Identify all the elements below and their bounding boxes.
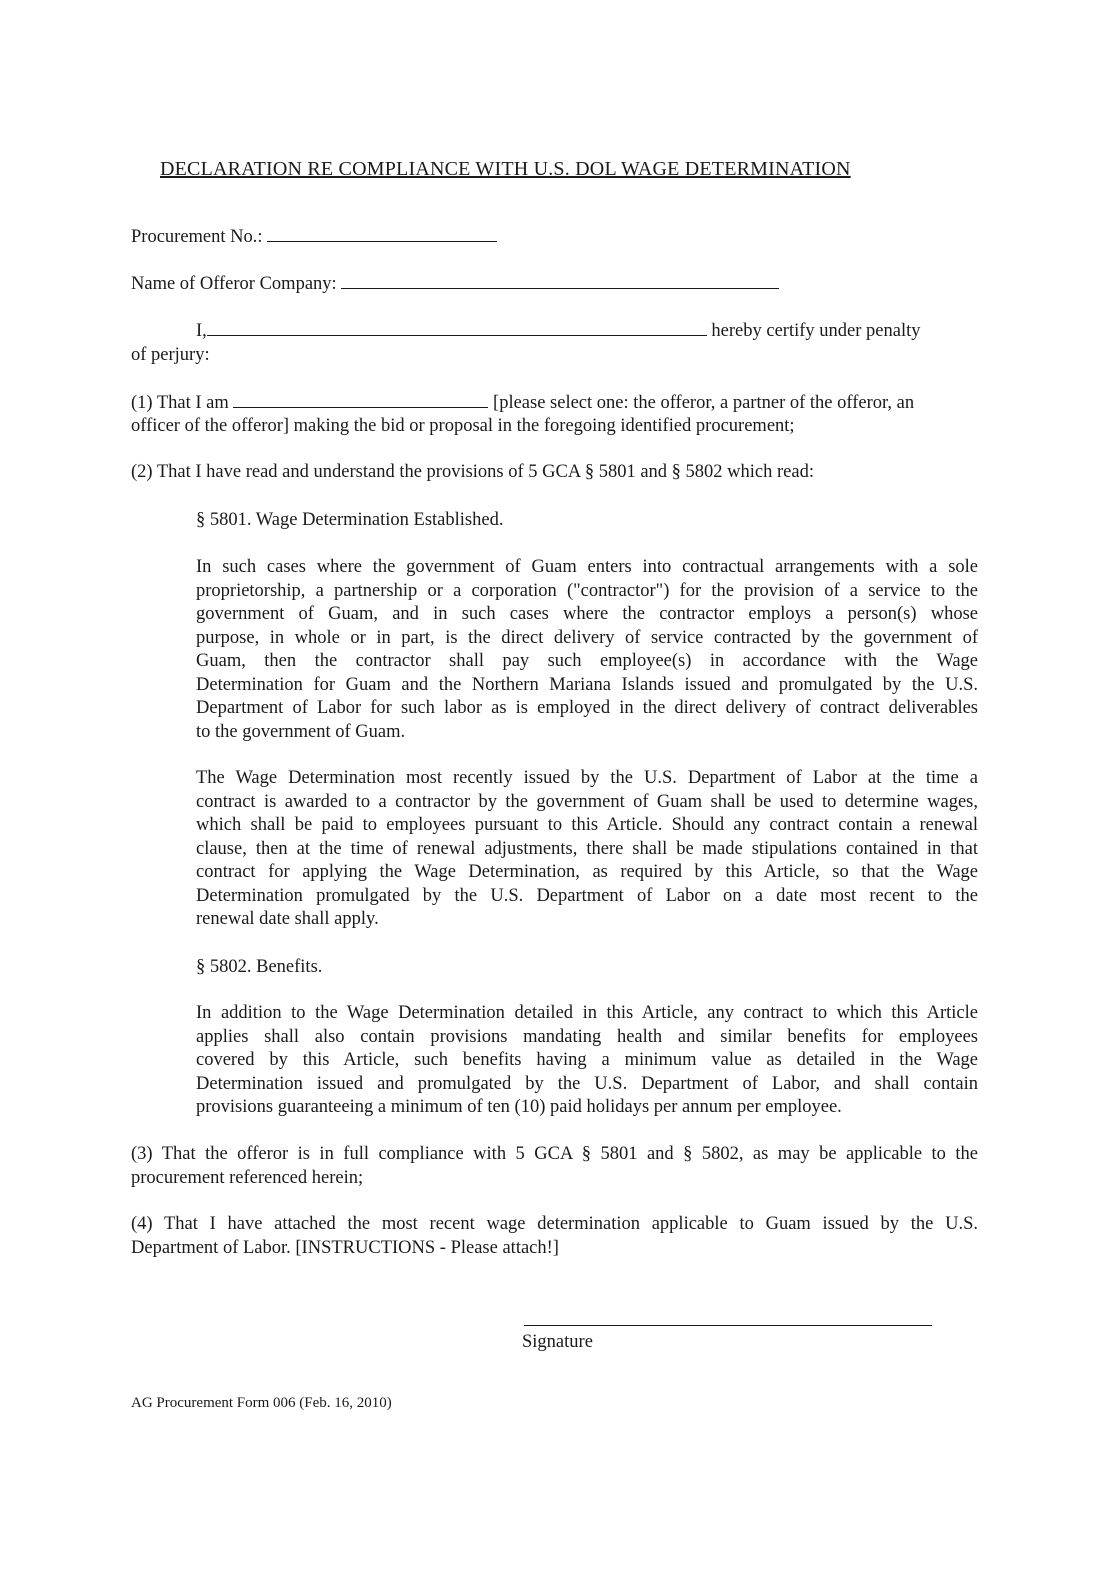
- declarant-name-field[interactable]: [207, 321, 707, 336]
- item-4: [131, 1213, 978, 1260]
- section-5801-paragraph-1: [196, 556, 978, 744]
- text-line: Guam, then the contractor shall pay such employee(s) in accordance with the Wage: [196, 651, 978, 671]
- section-5802-heading: § 5802. Benefits.: [196, 957, 323, 977]
- declarant-label: I,: [196, 321, 207, 341]
- item-2: (2) That I have read and understand the provisions of 5 GCA § 5801 and § 5802 which read:: [131, 462, 814, 482]
- text-line: procurement referenced herein;: [131, 1167, 364, 1188]
- text-line: (4) That I have attached the most recent wage determination applicable to Guam issued by the U.S.: [131, 1214, 978, 1234]
- text-line: which shall be paid to employees pursuant to this Article. Should any contract contain a renewal: [196, 815, 978, 835]
- text-line: provisions guaranteeing a minimum of ten (10) paid holidays per annum per employee.: [196, 1097, 842, 1117]
- text-line: Determination promulgated by the U.S. Department of Labor on a date most recent to the: [196, 885, 978, 906]
- text-line: proprietorship, a partnership or a corporation ("contractor") for the provision of a service to the: [196, 580, 978, 601]
- text-line: Determination for Guam and the Northern Mariana Islands issued and promulgated by the U.S.: [196, 674, 978, 695]
- section-5801-paragraph-2: [196, 767, 978, 932]
- text-line: contract for applying the Wage Determination, as required by this Article, so that the Wage: [196, 862, 978, 882]
- signature-label: Signature: [522, 1332, 593, 1352]
- company-name-label: Name of Offeror Company:: [131, 274, 337, 294]
- text-line: Department of Labor. [INSTRUCTIONS - Please attach!]: [131, 1237, 559, 1258]
- text-line: (3) That the offeror is in full compliance with 5 GCA § 5801 and § 5802, as may be applicable to the: [131, 1144, 978, 1164]
- text-line: Determination issued and promulgated by the U.S. Department of Labor, and shall contain: [196, 1073, 978, 1094]
- text-line: applies shall also contain provisions mandating health and similar benefits for employees: [196, 1026, 978, 1047]
- text-line: In addition to the Wage Determination detailed in this Article, any contract to which this Article: [196, 1003, 978, 1023]
- certify-continuation: of perjury:: [131, 345, 210, 365]
- text-line: Department of Labor for such labor as is employed in the direct delivery of contract deliverables: [196, 698, 978, 718]
- document-title: DECLARATION RE COMPLIANCE WITH U.S. DOL WAGE DETERMINATION: [160, 158, 851, 180]
- text-line: renewal date shall apply.: [196, 909, 379, 929]
- declarant-row: [196, 320, 920, 344]
- text-line: In such cases where the government of Guam enters into contractual arrangements with a sole: [196, 557, 978, 577]
- text-line: clause, then at the time of renewal adjustments, there shall be made stipulations contained in that: [196, 838, 978, 859]
- text-line: government of Guam, and in such cases where the contractor employs a person(s) whose: [196, 604, 978, 624]
- item-1-prefix: (1) That I am: [131, 393, 229, 413]
- text-line: contract is awarded to a contractor by the government of Guam shall be used to determine wages,: [196, 791, 978, 812]
- signature-line[interactable]: [524, 1325, 932, 1326]
- certify-text: hereby certify under penalty: [711, 321, 921, 341]
- item-1-suffix: [please select one: the offeror, a partner of the offeror, an: [493, 393, 915, 413]
- form-footer: AG Procurement Form 006 (Feb. 16, 2010): [131, 1395, 392, 1411]
- procurement-no-label: Procurement No.:: [131, 227, 263, 247]
- text-line: The Wage Determination most recently issued by the U.S. Department of Labor at the time a: [196, 768, 978, 788]
- section-5801-heading: § 5801. Wage Determination Established.: [196, 510, 504, 530]
- item-3: [131, 1143, 978, 1190]
- procurement-no-field[interactable]: [267, 227, 497, 242]
- role-field[interactable]: [233, 393, 488, 408]
- section-5802-paragraph: [196, 1002, 978, 1120]
- item-1-continuation: officer of the offeror] making the bid or proposal in the foregoing identified procurement;: [131, 416, 795, 436]
- text-line: covered by this Article, such benefits having a minimum value as detailed in the Wage: [196, 1050, 978, 1070]
- item-1-row: [131, 392, 914, 416]
- company-name-field[interactable]: [341, 274, 779, 289]
- text-line: purpose, in whole or in part, is the direct delivery of service contracted by the government of: [196, 627, 978, 648]
- text-line: to the government of Guam.: [196, 721, 406, 742]
- procurement-no-row: [131, 226, 497, 250]
- company-name-row: [131, 273, 779, 297]
